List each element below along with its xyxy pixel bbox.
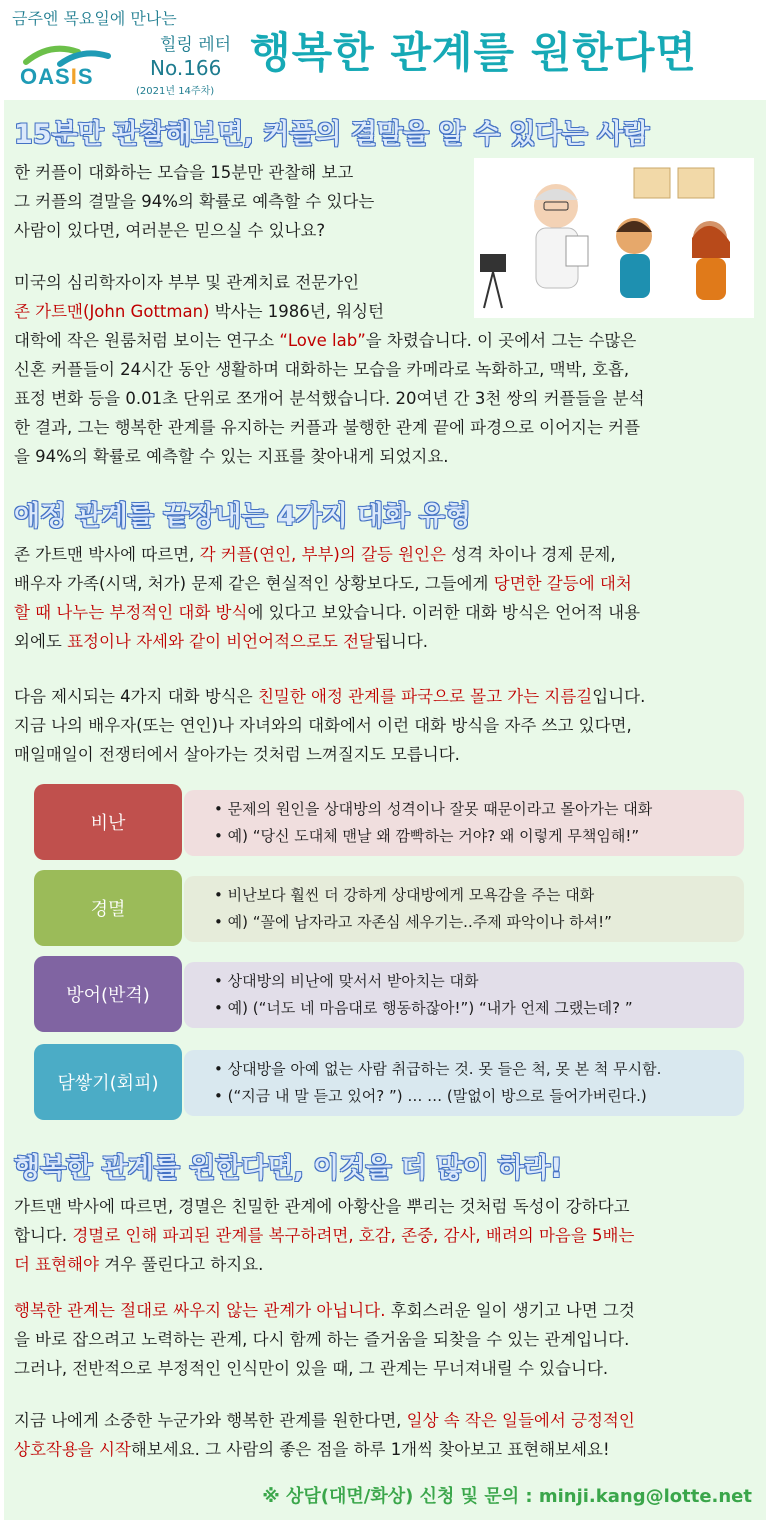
intro-paragraph bbox=[14, 158, 474, 245]
text-line: 더 표현해야 겨우 풀린다고 하지요. bbox=[14, 1255, 264, 1274]
shortcut-paragraph bbox=[14, 682, 756, 769]
text-line: 할 때 나누는 부정적인 대화 방식에 있다고 보았습니다. 이러한 대화 방식은 언어적 내용 bbox=[14, 603, 641, 622]
text-line: 한 커플이 대화하는 모습을 15분만 관찰해 보고 bbox=[14, 163, 354, 182]
type-label: 방어(반격) bbox=[34, 956, 182, 1032]
text-line: 존 가트맨(John Gottman) 박사는 1986년, 워싱턴 bbox=[14, 302, 385, 321]
logo-wordmark: OASIS bbox=[20, 64, 94, 89]
type-description: • 비난보다 훨씬 더 강하게 상대방에게 모욕감을 주는 대화 • 예) “꼴에 남자라고 자존심 세우기는..주제 파악이나 하셔!” bbox=[184, 876, 744, 942]
text-line: 미국의 심리학자이자 부부 및 관계치료 전문가인 bbox=[14, 273, 360, 292]
gottman-name: 존 가트맨(John Gottman) bbox=[14, 302, 210, 321]
text-line: 지금 나의 배우자(또는 연인)나 자녀와의 대화에서 이런 대화 방식을 자주 쓰고 있다면, bbox=[14, 716, 632, 735]
letter-body bbox=[4, 100, 766, 1520]
page-title: 행복한 관계를 원한다면 bbox=[250, 28, 697, 77]
text-line: 한 결과, 그는 행복한 관계를 유지하는 커플과 불행한 관계 끝에 파경으로 이어지는 커플 bbox=[14, 418, 641, 437]
text-line: 외에도 표정이나 자세와 같이 비언어적으로도 전달됩니다. bbox=[14, 632, 429, 651]
section-title-four-types: 애정 관계를 끝장내는 4가지 대화 유형 bbox=[14, 501, 472, 532]
type-row-stonewalling bbox=[34, 1044, 744, 1120]
happy-relationship-paragraph bbox=[14, 1296, 756, 1383]
text-line: 다음 제시되는 4가지 대화 방식은 친밀한 애정 관계를 파국으로 몰고 가는 지름길입니다. bbox=[14, 687, 646, 706]
repair-paragraph bbox=[14, 1192, 756, 1279]
text-line: 상호작용을 시작해보세요. 그 사람의 좋은 점을 하루 1개씩 찾아보고 표현해보세요! bbox=[14, 1440, 610, 1459]
text-line: 을 94%의 확률로 예측할 수 있는 지표를 찾아내게 되었지요. bbox=[14, 447, 449, 466]
section-title-observation: 15분만 관찰해보면, 커플의 결말을 알 수 있다는 사람 bbox=[14, 119, 650, 150]
gottman-paragraph bbox=[14, 268, 756, 471]
type-description: • 상대방을 아예 없는 사람 취급하는 것. 못 들은 척, 못 본 척 무시함. • (“지금 내 말 듣고 있어? ”) … … (말없이 방으로 들어가버린다.) bbox=[184, 1050, 744, 1116]
text-line: 매일매일이 전쟁터에서 살아가는 것처럼 느껴질지도 모릅니다. bbox=[14, 745, 460, 764]
type-row-defensiveness bbox=[34, 956, 744, 1032]
text-line: 대학에 작은 원룸처럼 보이는 연구소 “Love lab”을 차렸습니다. 이 곳에서 그는 수많은 bbox=[14, 331, 637, 350]
section-title-do-more: 행복한 관계를 원한다면, 이것을 더 많이 하라! bbox=[14, 1153, 563, 1184]
type-description: • 문제의 원인을 상대방의 성격이나 잘못 때문이라고 몰아가는 대화 • 예) “당신 도대체 맨날 왜 깜빡하는 거야? 왜 이렇게 무책임해!” bbox=[184, 790, 744, 856]
conflict-paragraph bbox=[14, 540, 756, 656]
type-row-criticism bbox=[34, 784, 744, 860]
text-line: 가트맨 박사에 따르면, 경멸은 친밀한 관계에 아황산을 뿌리는 것처럼 독성이 강하다고 bbox=[14, 1197, 630, 1216]
text-line: 지금 나에게 소중한 누군가와 행복한 관계를 원한다면, 일상 속 작은 일들에서 긍정적인 bbox=[14, 1411, 635, 1430]
text-line: 표정 변화 등을 0.01초 단위로 쪼개어 분석했습니다. 20여년 간 3천 쌍의 커플들을 분석 bbox=[14, 389, 645, 408]
oasis-logo bbox=[20, 40, 116, 96]
issue-number: No.166 bbox=[150, 56, 222, 80]
type-label: 경멸 bbox=[34, 870, 182, 946]
text-line: 사람이 있다면, 여러분은 믿으실 수 있나요? bbox=[14, 221, 326, 240]
newsletter-tagline: 금주엔 목요일에 만나는 bbox=[12, 9, 177, 28]
contact-info: ※ 상담(대면/화상) 신청 및 문의 : minji.kang@lotte.net bbox=[262, 1486, 752, 1507]
type-label: 비난 bbox=[34, 784, 182, 860]
text-line: 을 바로 잡으려고 노력하는 관계, 다시 함께 하는 즐거움을 되찾을 수 있는 관계입니다. bbox=[14, 1330, 630, 1349]
text-line: 그러나, 전반적으로 부정적인 인식만이 있을 때, 그 관계는 무너져내릴 수 있습니다. bbox=[14, 1359, 609, 1378]
text-line: 합니다. 경멸로 인해 파괴된 관계를 복구하려면, 호감, 존중, 감사, 배려의 마음을 5배는 bbox=[14, 1226, 635, 1245]
header bbox=[0, 0, 770, 100]
call-to-action-paragraph bbox=[14, 1406, 756, 1464]
issue-date: (2021년 14주차) bbox=[136, 86, 215, 97]
text-line: 그 커플의 결말을 94%의 확률로 예측할 수 있다는 bbox=[14, 192, 375, 211]
love-lab: “Love lab” bbox=[279, 331, 366, 350]
type-label: 담쌓기(회피) bbox=[34, 1044, 182, 1120]
type-description: • 상대방의 비난에 맞서서 받아치는 대화 • 예) (“너도 네 마음대로 행동하잖아!”) “내가 언제 그랬는데? ” bbox=[184, 962, 744, 1028]
newsletter-subtitle: 힐링 레터 bbox=[160, 35, 232, 55]
text-line: 신혼 커플들이 24시간 동안 생활하며 대화하는 모습을 카메라로 녹화하고, 맥박, 호흡, bbox=[14, 360, 630, 379]
text-line: 존 가트맨 박사에 따르면, 각 커플(연인, 부부)의 갈등 원인은 성격 차이나 경제 문제, bbox=[14, 545, 616, 564]
type-row-contempt bbox=[34, 870, 744, 946]
text-line: 배우자 가족(시댁, 처가) 문제 같은 현실적인 상황보다도, 그들에게 당면한 갈등에 대처 bbox=[14, 574, 632, 593]
text-line: 행복한 관계는 절대로 싸우지 않는 관계가 아닙니다. 후회스러운 일이 생기고 나면 그것 bbox=[14, 1301, 635, 1320]
